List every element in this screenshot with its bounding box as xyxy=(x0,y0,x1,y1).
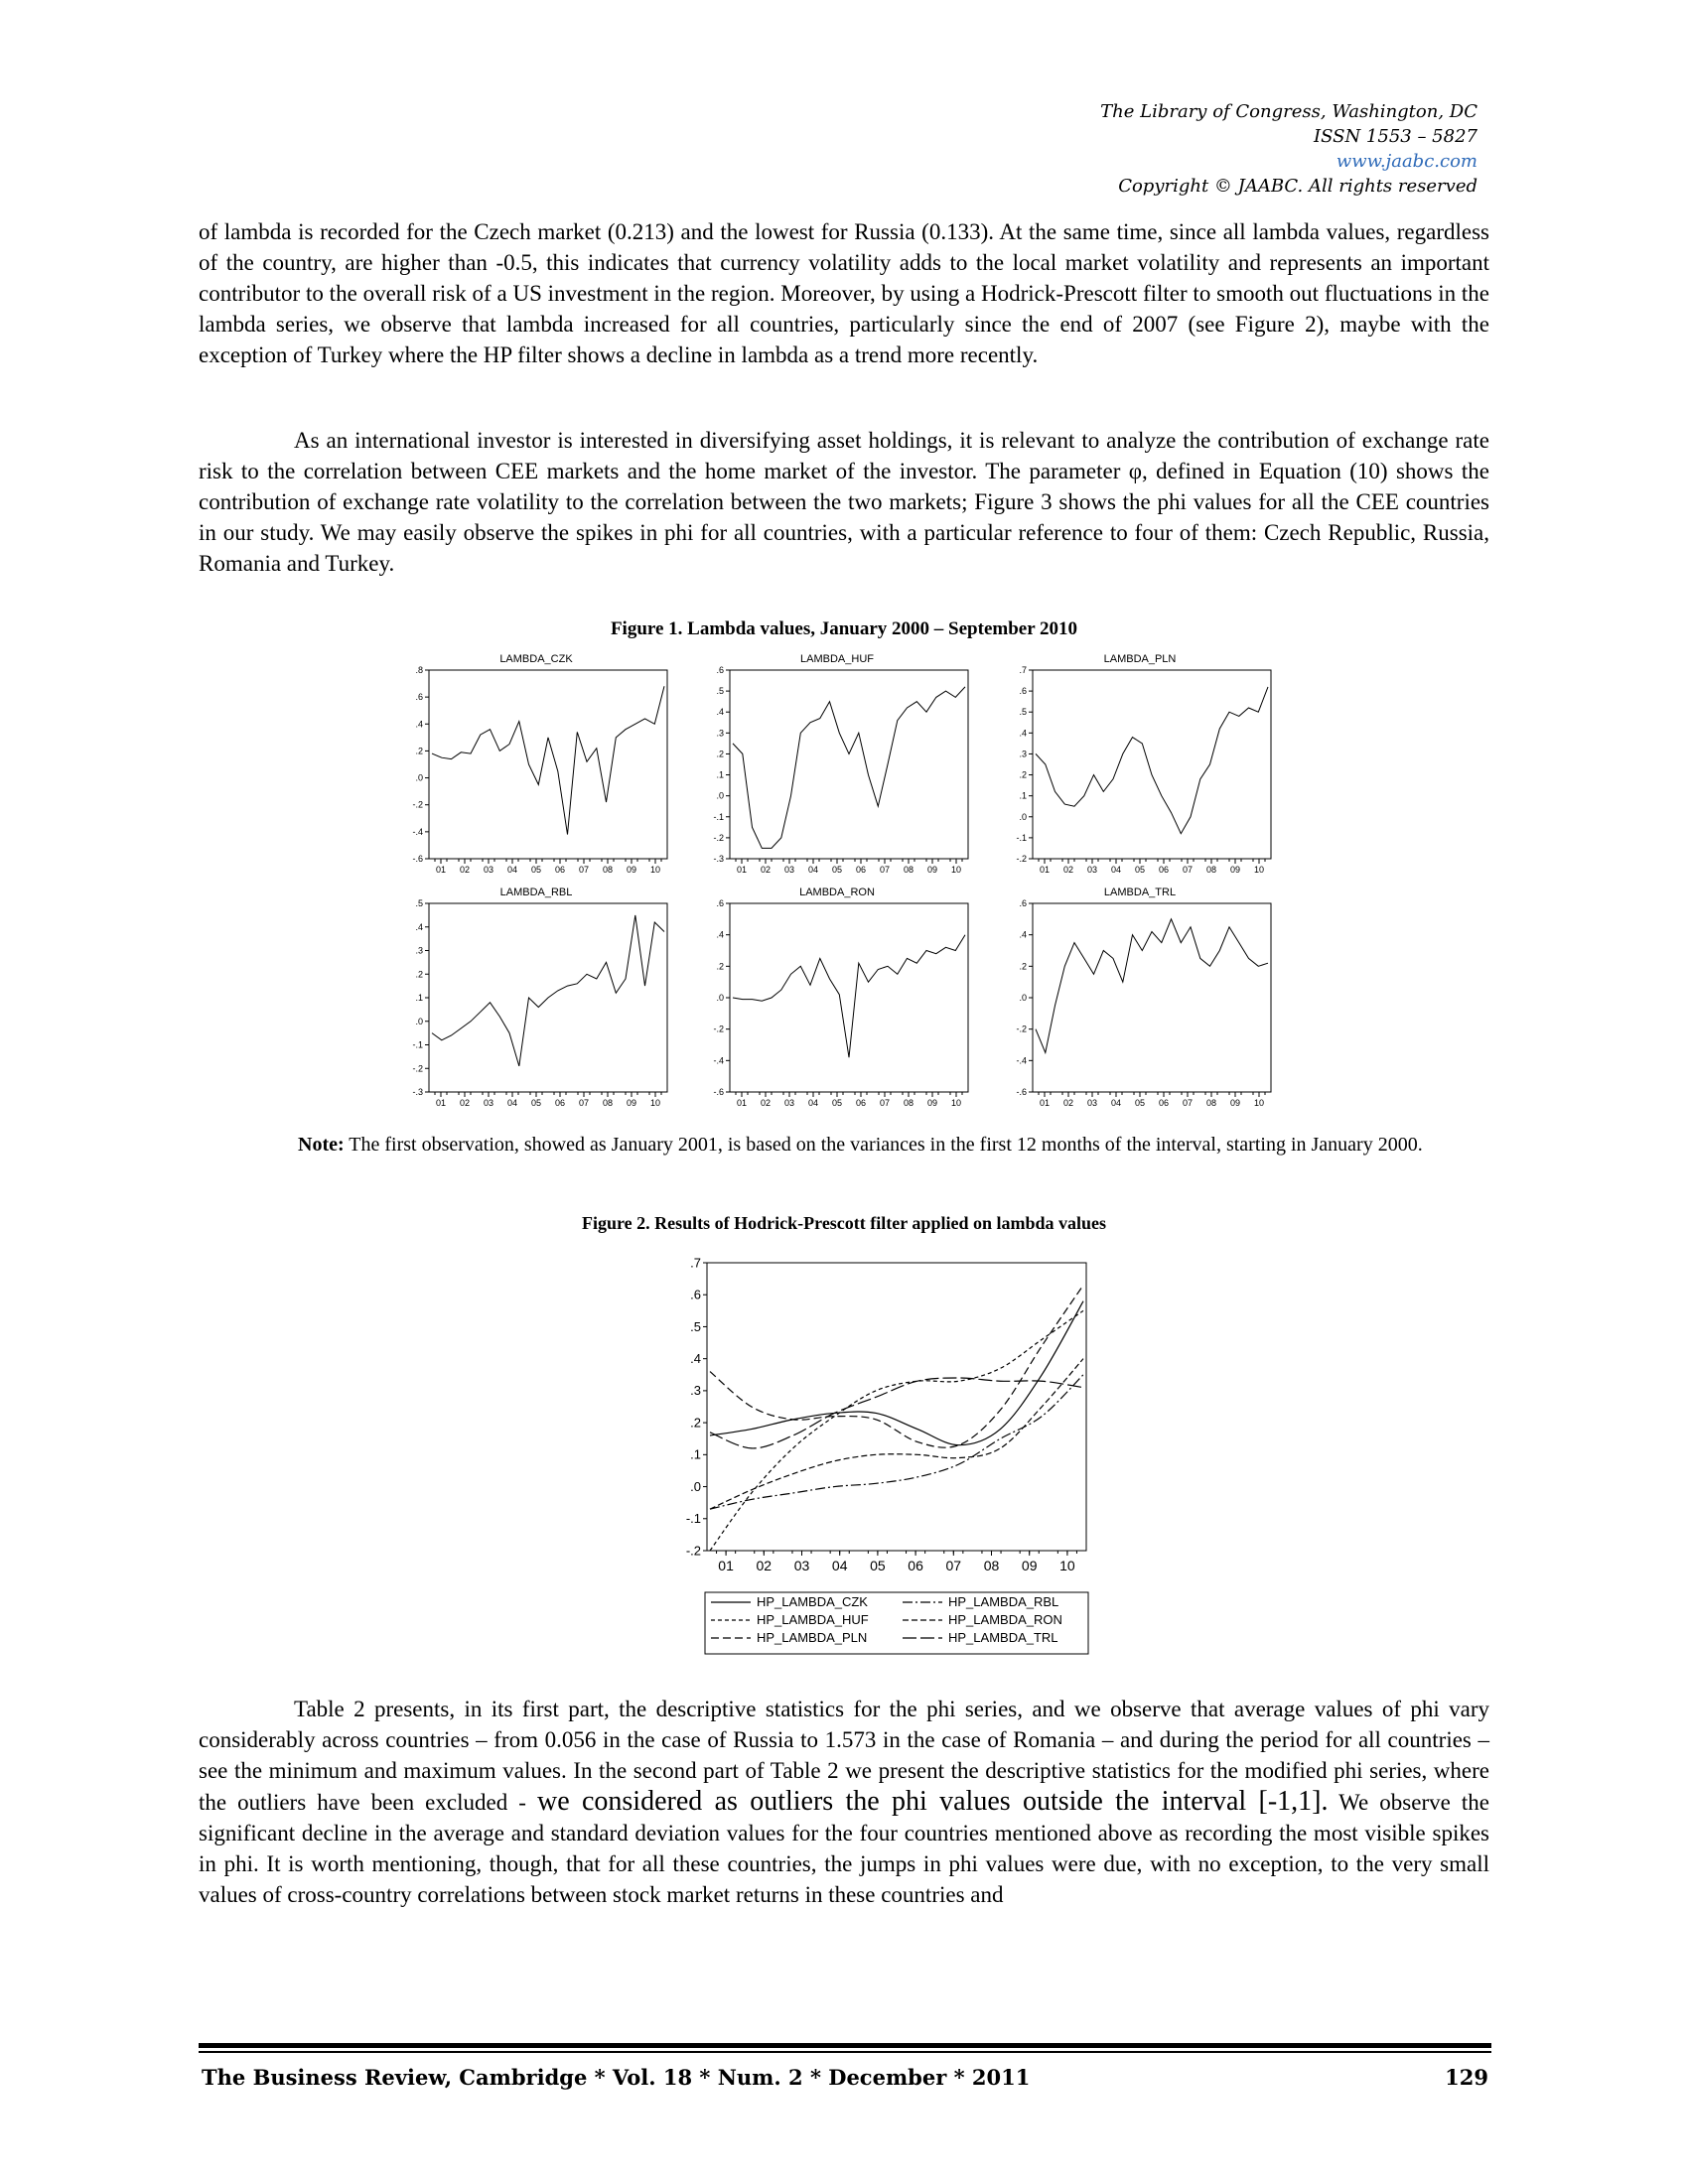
x-tick-label: 08 xyxy=(1205,1098,1217,1108)
series-line-2 xyxy=(733,687,965,849)
x-tick-label: 05 xyxy=(831,1098,843,1108)
x-tick-label: 01 xyxy=(435,1098,447,1108)
y-tick-label: .0 xyxy=(1019,811,1027,822)
paragraph-3 xyxy=(199,1694,1489,1910)
header-url-link[interactable]: www.jaabc.com xyxy=(1336,151,1477,172)
x-tick-label: 03 xyxy=(1086,1098,1098,1108)
y-tick-label: .3 xyxy=(415,945,423,956)
y-tick-label: .4 xyxy=(415,921,423,932)
x-tick-label: 06 xyxy=(554,865,566,875)
x-tick-label: 07 xyxy=(578,1098,590,1108)
paragraph-3-part-b: we considered as outliers the phi values outside the interval [-1,1]. xyxy=(537,1786,1329,1817)
figure-1-title: Figure 1. Lambda values, January 2000 – September 2010 xyxy=(610,618,1078,639)
chart-panel-2 xyxy=(713,653,968,875)
x-tick-label: 06 xyxy=(1158,1098,1170,1108)
x-tick-label: 10 xyxy=(649,865,661,875)
chart-panel-1 xyxy=(412,653,667,875)
y-tick-label: -.2 xyxy=(1016,1024,1027,1034)
x-tick-label: 04 xyxy=(506,865,518,875)
x-tick-label: 04 xyxy=(831,1558,848,1573)
paragraph-3-text xyxy=(199,1694,1489,1910)
y-tick-label: .4 xyxy=(690,1351,701,1366)
figure-1-chart-grid xyxy=(0,640,1688,1122)
y-tick-label: .1 xyxy=(690,1446,701,1462)
paragraph-2-text: As an international investor is interested in diversifying asset holdings, it is relevant to analyze the contribution of exchange rate risk to the correlation between CEE markets and the home market of the investor. The parameter φ, defined in Equation (10) shows the contribution of exchange rate volatility to the correlation between the two markets; Figure 3 shows the phi values for all the CEE countries in our study. We may easily observe the spikes in phi for all countries, with a particular reference to four of them: Czech Republic, Russia, Romania and Turkey. xyxy=(199,428,1489,576)
x-tick-label: 05 xyxy=(530,865,542,875)
series-line-6 xyxy=(1036,919,1268,1053)
page-footer xyxy=(202,2065,1488,2090)
legend-label: HP_LAMBDA_TRL xyxy=(948,1630,1058,1645)
x-tick-label: 02 xyxy=(760,865,772,875)
y-tick-label: .2 xyxy=(716,749,724,759)
y-tick-label: .2 xyxy=(716,961,724,972)
y-tick-label: .6 xyxy=(716,665,724,675)
header-copyright: Copyright © JAABC. All rights reserved xyxy=(1118,176,1477,197)
y-tick-label: .7 xyxy=(690,1255,701,1271)
series-line-hp-lambda-trl xyxy=(710,1378,1083,1448)
x-tick-label: 09 xyxy=(626,865,637,875)
figure-2-chart xyxy=(0,1241,1688,1668)
x-tick-label: 02 xyxy=(760,1098,772,1108)
x-tick-label: 09 xyxy=(926,1098,938,1108)
legend xyxy=(705,1592,1088,1654)
x-tick-label: 03 xyxy=(1086,865,1098,875)
y-tick-label: .7 xyxy=(1019,665,1027,675)
x-tick-label: 08 xyxy=(602,1098,614,1108)
x-tick-label: 08 xyxy=(903,865,914,875)
footer-rule-thin xyxy=(199,2051,1491,2053)
x-tick-label: 10 xyxy=(1253,865,1265,875)
chart-title: LAMBDA_PLN xyxy=(1103,653,1177,665)
legend-label: HP_LAMBDA_PLN xyxy=(757,1630,868,1645)
x-tick-label: 01 xyxy=(435,865,447,875)
y-tick-label: -.2 xyxy=(685,1543,701,1559)
y-tick-label: .6 xyxy=(1019,686,1027,697)
x-tick-label: 02 xyxy=(459,1098,471,1108)
series-line-hp-lambda-pln xyxy=(710,1286,1083,1448)
x-tick-label: 08 xyxy=(983,1558,1000,1573)
paragraph-1-text: of lambda is recorded for the Czech market (0.213) and the lowest for Russia (0.133). At the same time, since all lambda values, regardless of the country, are higher than -0.5, this indicates that currency volatility adds to the local market volatility and represents an important contributor to the overall risk of a US investment in the region. Moreover, by using a Hodrick-Prescott filter to smooth out fluctuations in the lambda series, we observe that lambda increased for all countries, particularly since the end of 2007 (see Figure 2), maybe with the exception of Turkey where the HP filter shows a decline in lambda as a trend more recently. xyxy=(199,219,1489,367)
y-tick-label: -.6 xyxy=(713,1087,724,1097)
x-tick-label: 03 xyxy=(783,865,795,875)
y-tick-label: -.2 xyxy=(713,1024,724,1034)
x-tick-label: 02 xyxy=(756,1558,773,1573)
y-tick-label: .3 xyxy=(716,728,724,739)
x-tick-label: 08 xyxy=(1205,865,1217,875)
y-tick-label: .6 xyxy=(415,692,423,703)
y-tick-label: .2 xyxy=(1019,769,1027,780)
x-tick-label: 06 xyxy=(1158,865,1170,875)
x-tick-label: 10 xyxy=(950,865,962,875)
paragraph-1 xyxy=(199,216,1489,370)
y-tick-label: .2 xyxy=(690,1415,701,1431)
y-tick-label: -.6 xyxy=(412,854,423,864)
plot-frame xyxy=(1033,670,1271,859)
x-tick-label: 10 xyxy=(1059,1558,1075,1573)
x-tick-label: 06 xyxy=(908,1558,923,1573)
y-tick-label: .2 xyxy=(1019,961,1027,972)
y-tick-label: -.4 xyxy=(1016,1055,1027,1066)
x-tick-label: 01 xyxy=(718,1558,734,1573)
x-tick-label: 05 xyxy=(1134,865,1146,875)
y-tick-label: .0 xyxy=(716,993,724,1003)
y-tick-label: .5 xyxy=(716,686,724,697)
y-tick-label: -.2 xyxy=(412,799,423,810)
series-line-4 xyxy=(432,915,664,1066)
y-tick-label: .4 xyxy=(415,719,423,730)
x-tick-label: 01 xyxy=(1039,865,1051,875)
x-tick-label: 04 xyxy=(807,1098,819,1108)
x-tick-label: 01 xyxy=(736,1098,748,1108)
y-tick-label: .1 xyxy=(1019,790,1027,801)
y-tick-label: .4 xyxy=(716,929,724,940)
y-tick-label: -.1 xyxy=(412,1039,423,1050)
y-tick-label: .2 xyxy=(415,969,423,980)
x-tick-label: 06 xyxy=(554,1098,566,1108)
y-tick-label: .3 xyxy=(1019,749,1027,759)
y-tick-label: .2 xyxy=(415,746,423,756)
y-tick-label: .0 xyxy=(415,1016,423,1026)
chart-title: LAMBDA_RBL xyxy=(499,887,573,898)
legend-label: HP_LAMBDA_HUF xyxy=(757,1612,869,1627)
legend-label: HP_LAMBDA_RBL xyxy=(948,1594,1059,1609)
header-line-1: The Library of Congress, Washington, DC xyxy=(1100,101,1477,122)
x-tick-label: 07 xyxy=(1182,1098,1194,1108)
y-tick-label: .0 xyxy=(415,772,423,783)
x-tick-label: 09 xyxy=(1229,865,1241,875)
x-tick-label: 07 xyxy=(1182,865,1194,875)
x-tick-label: 10 xyxy=(649,1098,661,1108)
series-line-3 xyxy=(1036,687,1268,834)
x-tick-label: 09 xyxy=(626,1098,637,1108)
y-tick-label: .4 xyxy=(716,707,724,718)
y-tick-label: .1 xyxy=(415,993,423,1003)
page-header xyxy=(1100,99,1477,199)
y-tick-label: -.1 xyxy=(1016,832,1027,843)
chart-panel-3 xyxy=(1016,653,1271,875)
x-tick-label: 05 xyxy=(1134,1098,1146,1108)
chart-title: LAMBDA_CZK xyxy=(499,653,573,665)
y-tick-label: .6 xyxy=(716,898,724,908)
x-tick-label: 06 xyxy=(855,1098,867,1108)
chart-panel-6 xyxy=(1016,887,1271,1108)
chart-panel-7 xyxy=(686,1255,1086,1573)
x-tick-label: 06 xyxy=(855,865,867,875)
y-tick-label: -.2 xyxy=(713,832,724,843)
figure-2-title: Figure 2. Results of Hodrick-Prescott filter applied on lambda values xyxy=(582,1213,1106,1233)
paragraph-3-part-a: Table 2 presents, in its first part, the descriptive statistics for the phi series, and we observe that average values of phi vary considerably across countries – from 0.056 in the case of Russia to 1.573 in the case of Romania – and during the period for all countries – see the minimum and maximum values. In the second part of Table 2 we present the descriptive statistics for the modified phi series, where the outliers have been excluded - xyxy=(199,1697,1489,1815)
plot-frame xyxy=(707,1263,1086,1551)
x-tick-label: 04 xyxy=(807,865,819,875)
y-tick-label: -.1 xyxy=(713,811,724,822)
y-tick-label: -.3 xyxy=(713,854,724,864)
y-tick-label: -.6 xyxy=(1016,1087,1027,1097)
x-tick-label: 07 xyxy=(945,1558,962,1573)
chart-title: LAMBDA_TRL xyxy=(1103,887,1177,898)
note-label: Note: xyxy=(298,1134,345,1156)
y-tick-label: .0 xyxy=(690,1478,701,1494)
x-tick-label: 02 xyxy=(459,865,471,875)
page-number: 129 xyxy=(1445,2065,1488,2090)
series-line-hp-lambda-rbl xyxy=(710,1375,1083,1509)
x-tick-label: 01 xyxy=(736,865,748,875)
y-tick-label: .8 xyxy=(415,665,423,675)
x-tick-label: 10 xyxy=(950,1098,962,1108)
y-tick-label: -.1 xyxy=(685,1511,701,1527)
plot-frame xyxy=(730,903,968,1092)
x-tick-label: 03 xyxy=(483,865,494,875)
y-tick-label: .0 xyxy=(716,790,724,801)
paragraph-3-part-c: We observe the significant decline in the average and standard deviation values for the four countries mentioned above as recording the most visible spikes in phi. It is worth mentioning, though, that for all these countries, the jumps in phi values were due, with no exception, to the very small values of cross-country correlations between stock market returns in these countries and xyxy=(199,1790,1489,1907)
legend-label: HP_LAMBDA_CZK xyxy=(757,1594,868,1609)
y-tick-label: .5 xyxy=(415,898,423,908)
x-tick-label: 02 xyxy=(1062,1098,1074,1108)
y-tick-label: .4 xyxy=(1019,929,1027,940)
y-tick-label: -.4 xyxy=(713,1055,724,1066)
series-line-hp-lambda-czk xyxy=(710,1301,1083,1445)
series-line-1 xyxy=(432,686,664,834)
y-tick-label: -.2 xyxy=(412,1063,423,1074)
chart-title: LAMBDA_RON xyxy=(799,887,875,898)
x-tick-label: 04 xyxy=(506,1098,518,1108)
y-tick-label: .6 xyxy=(690,1287,701,1302)
y-tick-label: .0 xyxy=(1019,993,1027,1003)
x-tick-label: 04 xyxy=(1110,1098,1122,1108)
figure-1-note xyxy=(298,1132,1489,1158)
y-tick-label: .5 xyxy=(690,1318,701,1334)
y-tick-label: .1 xyxy=(716,769,724,780)
footer-rule-thick xyxy=(199,2043,1491,2048)
plot-frame xyxy=(429,670,667,859)
footer-journal: The Business Review, Cambridge * Vol. 18 * Num. 2 * December * 2011 xyxy=(202,2065,1031,2090)
x-tick-label: 07 xyxy=(879,1098,891,1108)
paragraph-2 xyxy=(199,425,1489,579)
x-tick-label: 07 xyxy=(879,865,891,875)
x-tick-label: 08 xyxy=(903,1098,914,1108)
x-tick-label: 09 xyxy=(1229,1098,1241,1108)
x-tick-label: 10 xyxy=(1253,1098,1265,1108)
x-tick-label: 07 xyxy=(578,865,590,875)
plot-frame xyxy=(730,670,968,859)
chart-panel-4 xyxy=(412,887,667,1108)
x-tick-label: 04 xyxy=(1110,865,1122,875)
x-tick-label: 03 xyxy=(483,1098,494,1108)
x-tick-label: 09 xyxy=(926,865,938,875)
x-tick-label: 03 xyxy=(783,1098,795,1108)
x-tick-label: 08 xyxy=(602,865,614,875)
y-tick-label: -.3 xyxy=(412,1087,423,1097)
y-tick-label: .3 xyxy=(690,1383,701,1399)
header-issn: ISSN 1553 – 5827 xyxy=(1314,126,1477,147)
chart-panel-5 xyxy=(713,887,968,1108)
y-tick-label: -.4 xyxy=(412,826,423,837)
series-line-5 xyxy=(733,935,965,1057)
x-tick-label: 02 xyxy=(1062,865,1074,875)
note-text: The first observation, showed as January 2001, is based on the variances in the first 12 months of the interval, starting in January 2000. xyxy=(344,1134,1423,1156)
x-tick-label: 03 xyxy=(793,1558,810,1573)
x-tick-label: 01 xyxy=(1039,1098,1051,1108)
y-tick-label: .6 xyxy=(1019,898,1027,908)
x-tick-label: 05 xyxy=(870,1558,886,1573)
x-tick-label: 05 xyxy=(831,865,843,875)
legend-label: HP_LAMBDA_RON xyxy=(948,1612,1062,1627)
chart-title: LAMBDA_HUF xyxy=(800,653,874,665)
x-tick-label: 09 xyxy=(1021,1558,1038,1573)
y-tick-label: -.2 xyxy=(1016,854,1027,864)
x-tick-label: 05 xyxy=(530,1098,542,1108)
y-tick-label: .5 xyxy=(1019,707,1027,718)
y-tick-label: .4 xyxy=(1019,728,1027,739)
